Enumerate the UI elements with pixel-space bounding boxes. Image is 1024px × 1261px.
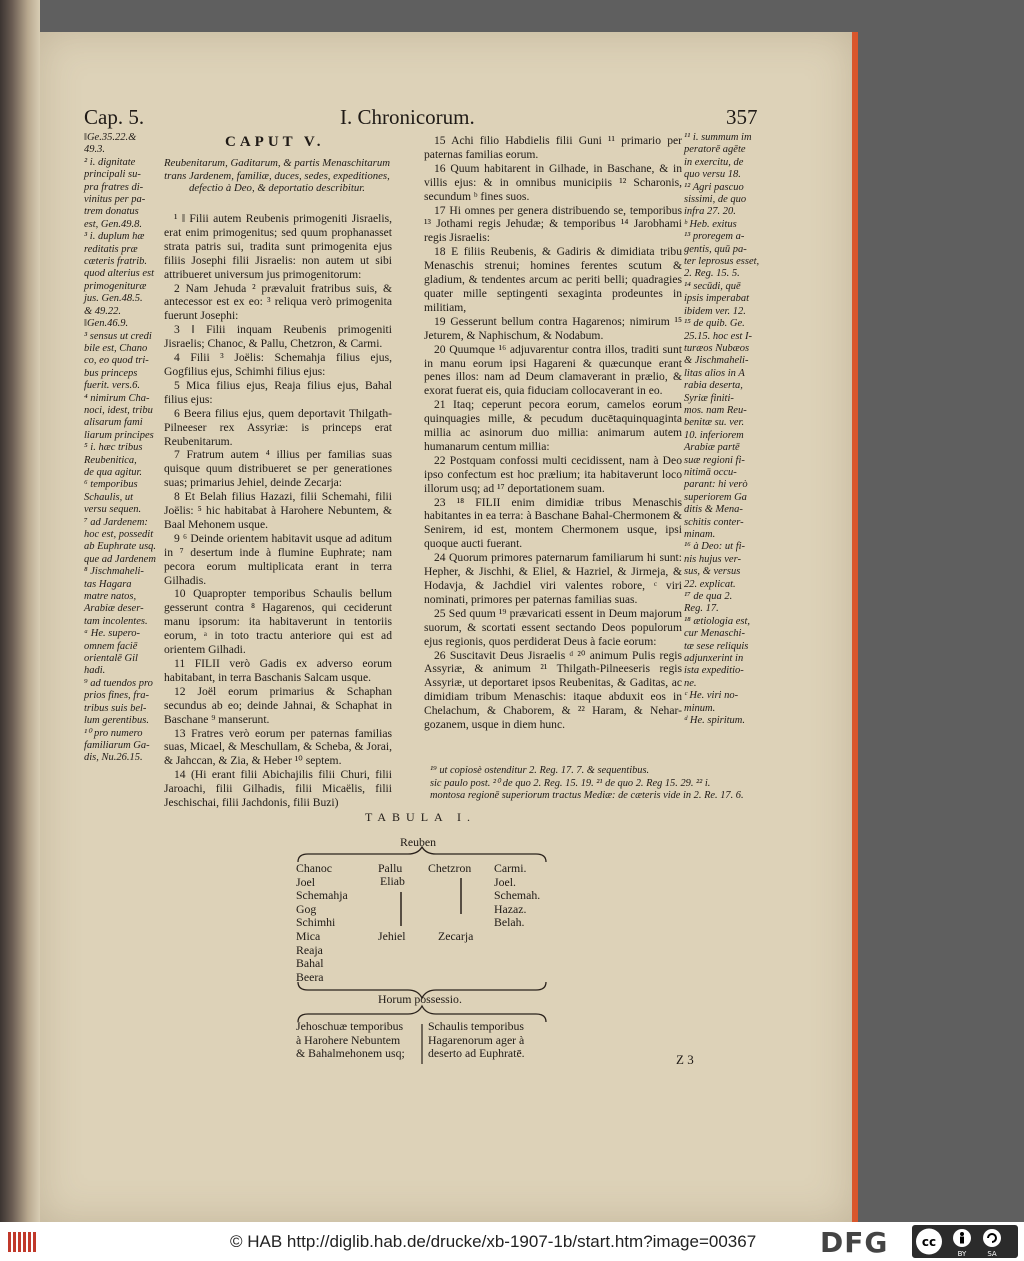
margin-note-line: 49.3. <box>84 144 105 156</box>
margin-note-line: Arabiæ deser- <box>84 603 144 615</box>
tabula-name: Carmi. <box>494 861 527 875</box>
header-page-number: 357 <box>726 105 758 129</box>
margin-note-line: liarum principes <box>84 429 154 441</box>
verse-paragraph: 24 Quorum primores paternarum familiarum hi sunt: Hepher, & Jischhi, & Eliel, & Hazriel, & Jirmeja, & Hodavja, & Jachdiel viri valentes robore, ᶜ viri nominati, primores per paternas familias suas. <box>424 551 682 606</box>
footer-bar <box>0 1222 1024 1261</box>
margin-note-line: schitis conter- <box>684 516 744 528</box>
verse-paragraph: 26 Suscitavit Deus Jisraelis ᵈ ²⁰ animum Pulis regis Assyriæ, & animum ²¹ Thilgath-Pilneeseris regis Assyriæ, ut deportaret ipsos Reubenitas, & Gaditas, ac dimidiam tribum Menaschis: itaque abduxit eos in Chelachum, & Chaborem, & ²² Haram, & Nehar-gozanem, usque in diem hunc. <box>424 648 682 732</box>
tabula-name: Schemahja <box>296 888 348 903</box>
tabula-possession-left <box>296 1020 422 1061</box>
verse-paragraph: 11 FILII verò Gadis ex adverso eorum habitabant, in terra Baschanis Salcam usque. <box>164 657 392 684</box>
margin-note-line: de qua agitur. <box>84 466 143 478</box>
tabula-name: Schemah. <box>494 888 541 903</box>
verse-paragraph: 13 Fratres verò eorum per paternas familias suas, Micael, & Meschullam, & Scheba, & Jorai, & Jahccan, & Zia, & Heber ¹⁰ septem. <box>164 726 392 768</box>
margin-note-line: infra 27. 20. <box>684 206 736 218</box>
tabula-possession-right <box>428 1020 558 1061</box>
tabula-name: Joel <box>296 874 316 889</box>
margin-note-line: mos. nam Reu- <box>684 404 747 416</box>
margin-note-line: tam incolentes. <box>84 615 148 627</box>
margin-note-line: Schaulis, ut <box>84 491 133 503</box>
margin-note-line: turæos Nubæos <box>684 342 750 354</box>
margin-note-line: pra fratres di- <box>84 181 144 193</box>
margin-note-line: cæteris fratrib. <box>84 256 148 268</box>
margin-note-line: principali su- <box>84 169 141 181</box>
margin-note-line: sus, & versus <box>684 566 741 578</box>
margin-note-line: ³ i. duplum hæ <box>84 231 145 243</box>
copyright-link[interactable]: © HAB http://diglib.hab.de/drucke/xb-1907-1b/start.htm?image=00367 <box>230 1232 757 1251</box>
verse-paragraph: 22 Postquam confossi multi cecidissent, nam à Deo ipso confectum est hoc prælium; ita habitaverunt loco illorum usq; ad ¹⁷ deportationem suam. <box>424 453 682 495</box>
verse-paragraph: 15 Achi filio Habdielis filii Guni ¹¹ primario per paternas familias eorum. <box>424 134 682 161</box>
margin-note-line: suæ regioni fi- <box>684 454 745 466</box>
margin-note-line: lum gerentibus. <box>84 715 149 727</box>
margin-note-line: ter leprosus esset, <box>684 256 760 268</box>
margin-note-line: sissimi, de quo <box>684 194 747 206</box>
margin-note-line: peratorē agēte <box>684 144 746 156</box>
margin-note-line: alisarum fami <box>84 417 143 429</box>
margin-note-line: ¹⁵ de quib. Ge. <box>684 318 745 330</box>
verse-paragraph: 17 Hi omnes per genera distribuendo se, temporibus ¹³ Jothami regis Jehudæ; & temporibus ¹⁴ Jarobhami regis Jisraelis: <box>424 203 682 245</box>
tabula-pallu: Pallu <box>378 861 403 875</box>
verse-paragraph: 4 Filii ³ Joëlis: Schemahja filius ejus, Gogfilius ejus, Schimhi filius ejus: <box>164 351 392 378</box>
margin-note-line: dis, Nu.26.15. <box>84 752 143 764</box>
dfg-logo: DFG <box>820 1226 889 1259</box>
tabula-name: Schimhi <box>296 915 336 930</box>
margin-note-line: ibidem ver. 12. <box>684 305 746 317</box>
margin-note-line: ¹⁰ pro numero <box>84 727 143 739</box>
margin-note-line: nitimā occu- <box>684 466 737 478</box>
margin-note-line: ¹⁴ secūdi, quē <box>684 280 741 292</box>
caput-heading: CAPUT V. <box>225 134 325 150</box>
tabula-possession-line: Schaulis temporibus <box>428 1019 525 1033</box>
tabula-carmi-column <box>494 862 540 930</box>
footnote-line: sic paulo post. ²⁰ de quo 2. Reg. 15. 19. ²¹ de quo 2. Reg 15. 29. ²² i. <box>430 777 711 789</box>
tabula-possessio: Horum possessio. <box>378 992 462 1006</box>
margin-note-line: ᶜ He. viri no- <box>684 690 739 702</box>
creative-commons-icon <box>912 1225 1018 1258</box>
margin-note-line: ¹³ proregem a- <box>684 231 745 243</box>
footnote-line: ¹⁹ ut copiosè ostenditur 2. Reg. 17. 7. & sequentibus. <box>430 765 650 776</box>
cc-sa-label: SA <box>987 1250 997 1258</box>
tabula-possession-line: à Harohere Nebuntem <box>296 1032 401 1047</box>
verse-paragraph: 6 Beera filius ejus, quem deportavit Thilgath-Pilneeser rex Assyriæ: is princeps erat Reubenitarum. <box>164 406 392 448</box>
margin-note-line: benitæ su. ver. <box>684 417 745 429</box>
margin-note-line: tas Hagara <box>84 578 132 590</box>
book-spine-edge <box>0 0 40 1222</box>
margin-note-line: & 49.22. <box>84 305 122 317</box>
margin-note-line: co, eo quod tri- <box>84 355 149 367</box>
verse-paragraph: 7 Fratrum autem ⁴ illius per familias suas quisque quum distribueret se per generationes suas; primarius Jehiel, deinde Zecarja: <box>164 448 392 490</box>
margin-note-line: hadi. <box>84 665 106 677</box>
verse-paragraph: 21 Itaq; ceperunt pecora eorum, camelos eorum quinquagies mille, & pecudum ducētaquinquaginta millia ac asinorum duo millia: animarum autem humanarum centum millia: <box>424 398 682 453</box>
margin-note-line: primogenituræ <box>84 280 147 292</box>
margin-note-line: ista expeditio- <box>684 665 744 677</box>
tabula-name: Reaja <box>296 942 323 957</box>
margin-note-line: familiarum Ga- <box>84 739 150 751</box>
verse-paragraph: 8 Et Belah filius Hazazi, filii Schemahi, filii Joëlis: ⁵ hic habitabat à Harohere Nebuntem, & Baal Mehonem usque. <box>164 490 392 531</box>
tabula-eliab: Eliab <box>380 874 405 888</box>
margin-note-line: vinitus per pa- <box>84 194 146 206</box>
margin-note-line: in exercitu, de <box>684 156 744 168</box>
tabula-name: Bahal <box>296 956 324 971</box>
margin-note-line: ᵈ He. spiritum. <box>684 715 746 727</box>
page-edge-red <box>852 32 858 1222</box>
verse-paragraph: 14 (Hi erant filii Abichajilis filii Churi, filii Jaroachi, filii Gilhadis, filii Micaëlis, filii Jeschischai, filii Jachdonis, filii Buzi) <box>164 768 392 810</box>
margin-note-line: ¹⁷ de qua 2. <box>684 591 733 603</box>
margin-note-line: rabia deserta, <box>684 380 743 392</box>
cc-by-label: BY <box>957 1250 967 1258</box>
verse-paragraph: 19 Gesserunt bellum contra Hagarenos; nimirum ¹⁵ Jeturem, & Naphischum, & Nodabum. <box>424 314 682 342</box>
margin-note-line: nis hujus ver- <box>684 553 741 565</box>
margin-note-line: cur Menaschi- <box>684 628 745 640</box>
verse-paragraph: 9 ⁶ Deinde orientem habitavit usque ad aditum in ⁷ desertum inde à flumine Euphrate; nam pecora eorum multiplicata erant in terra Gilhadis. <box>164 531 392 587</box>
margin-note-line: ᵇ Heb. exitus <box>684 218 737 230</box>
tabula-title: TABULA I. <box>365 810 477 824</box>
margin-note-line: adjunxerint in <box>684 653 744 665</box>
margin-note-line: minum. <box>684 702 716 714</box>
margin-note-line: que ad Jardenem <box>84 553 156 565</box>
margin-note-line: ‖Ge.35.22.& <box>84 132 137 143</box>
margin-note-line: ¹² Agri pascuo <box>684 181 744 193</box>
verse-paragraph: 16 Quum habitarent in Gilhade, in Baschane, & in villis ejus: & in omnibus municipiis ¹² Scharonis, secundum ᵇ fines suos. <box>424 161 682 203</box>
margin-note-line: ‖Gen.46.9. <box>84 318 129 330</box>
verse-paragraph: 5 Mica filius ejus, Reaja filius ejus, Bahal filius ejus: <box>164 378 392 406</box>
margin-note-line: versu sequen. <box>84 504 142 516</box>
svg-text:cc: cc <box>921 1235 937 1249</box>
verse-paragraph: ¹ ‖ Filii autem Reubenis primogeniti Jisraelis, erat enim primogenitus; sed quum prophanasset strata patris sui, tradita sunt primogenita ejus filiis Josephi filii Jisraelis: non autem ut sibi attribueret universum jus primogenitorum: <box>164 212 392 281</box>
margin-note-line: reditatis præ <box>84 243 138 255</box>
margin-note-line: ¹⁸ ætiologia est, <box>684 615 751 627</box>
margin-note-line: ⁶ temporibus <box>84 479 138 491</box>
margin-note-line: quod alterius est <box>84 268 154 280</box>
margin-note-line: trem donatus <box>84 206 139 218</box>
margin-note-line: 25.15. hoc est I- <box>684 330 752 342</box>
margin-note-line: ne. <box>684 677 697 689</box>
margin-note-line: Syriæ finiti- <box>684 392 734 404</box>
margin-note-line: jus. Gen.48.5. <box>84 293 143 305</box>
tabula-possession-line: Hagarenorum ager à <box>428 1032 525 1047</box>
verse-paragraph: 23 ¹⁸ FILII enim dimidiæ tribus Menaschis habitantes in ea terra: à Baschane Bahal-Chermonem & Senirem, id est, montem Chermonem usque, ipsi quoque aucti fuerant. <box>424 495 682 551</box>
margin-note-line: est, Gen.49.8. <box>84 218 143 230</box>
margin-note-line: noci, idest, tribu <box>84 404 153 416</box>
margin-note-line: quo versu 18. <box>684 169 741 181</box>
margin-note-line: 22. explicat. <box>684 578 736 590</box>
margin-note-line: litas alios in A <box>684 367 745 379</box>
margin-note-line: Reubenitica, <box>84 454 137 466</box>
tabula-name: Chanoc <box>296 861 333 875</box>
tabula-name: Hazaz. <box>494 901 527 916</box>
margin-note-line: ⁴ nimirum Cha- <box>84 392 150 404</box>
margin-note-line: prios fines, fra- <box>84 690 150 702</box>
tabula-chetzron: Chetzron <box>428 861 472 875</box>
margin-note-line: 2. Reg. 15. 5. <box>684 268 740 280</box>
margin-note-line: gentis, quū pa- <box>684 243 747 255</box>
tabula-name: Gog <box>296 901 317 916</box>
margin-note-line: ⁸ Jischmaheli- <box>84 566 144 578</box>
tabula-jehiel: Jehiel <box>378 929 406 943</box>
margin-note-line: tæ sese reliquis <box>684 640 749 652</box>
margin-note-line: ditis & Mena- <box>684 504 743 516</box>
margin-note-line: ² i. dignitate <box>84 156 136 168</box>
tabula-name: Beera <box>296 969 324 984</box>
margin-note-line: ⁵ i. hæc tribus <box>84 442 143 454</box>
verse-paragraph: 20 Quumque ¹⁶ adjuvarentur contra illos, traditi sunt in manu eorum ipsi Hagareni & quæcunque erant penes illos: nam ad Deum clamaverant in prælio, & exorat fuerat eis, quia fiduciam collocaverant in eo. <box>424 342 682 398</box>
chapter-summary: Reubenitarum, Gaditarum, & partis Menaschitarum trans Jardenem, familiæ, duces, sedes, expeditiones, defectio à Deo, & deportatio describitur. <box>163 157 391 195</box>
margin-note-line: Arabiæ partē <box>684 442 740 454</box>
verse-paragraph: 2 Nam Jehuda ² prævaluit fratribus suis, & antecessor est ex eo: ³ reliqua verò primogenita fuerunt Josephi: <box>164 281 392 323</box>
book-page <box>40 32 852 1222</box>
hab-logo-icon <box>6 1228 40 1256</box>
margin-note-line: parant: hi verò <box>684 479 748 491</box>
margin-note-line: minam. <box>684 529 716 540</box>
verse-paragraph: 10 Quapropter temporibus Schaulis bellum gesserunt contra ⁸ Hagarenos, qui ceciderunt manu ipsorum: ita habitaverunt in tentoriis eorum, ᵃ in toto tractu anteriore qui est ad orientem Gilhadi. <box>164 587 392 657</box>
tabula-possession-line: & Bahalmehonem usq; <box>296 1046 405 1061</box>
verse-paragraph: 3 ‖ Filii inquam Reubenis primogeniti Jisraelis; Chanoc, & Pallu, Chetzron, & Carmi. <box>164 323 392 351</box>
margin-note-line: orientalē Gil <box>84 653 138 665</box>
verse-paragraph: 12 Joël eorum primarius & Schaphan secundus ab eo; deinde Jahnai, & Schaphat in Baschane ⁹ manserunt. <box>164 684 392 726</box>
margin-note-line: ⁹ ad tuendos pro <box>84 677 153 689</box>
margin-note-line: ab Euphrate usq. <box>84 541 157 553</box>
margin-note-line: ᵃ He. supero- <box>84 628 140 640</box>
tabula-root: Reuben <box>400 835 437 849</box>
margin-note-line: superiorem Ga <box>684 491 747 503</box>
margin-note-line: ⁷ ad Jardenem: <box>84 516 148 528</box>
verse-paragraph: 25 Sed quum ¹⁹ prævaricati essent in Deum majorum suorum, & scortati essent sectando Deos populorum ejus regionis, quos perdiderat Deus à facie eorum: <box>424 606 682 648</box>
verse-paragraph: 18 E filiis Reubenis, & Gadiris & dimidiata tribu Menaschis strenui; homines ferentes scutum & gladium, & tendentes arcum ac periti belli; quadragies quater mille septingenti sexaginta prodeuntes in militiam, <box>424 245 682 314</box>
margin-note-line: bile est, Chano <box>84 342 148 354</box>
header-chapter: Cap. 5. <box>84 105 145 129</box>
header-title: I. Chronicorum. <box>340 105 475 129</box>
tabula-zecarja: Zecarja <box>438 929 474 943</box>
footnote-line: montosa regionē superiorum tractus Mediæ: de cæteris vide in 2. Re. 17. 6. <box>430 790 744 802</box>
margin-note-line: bus princeps <box>84 367 138 379</box>
tabula-possession-line: deserto ad Euphratē. <box>428 1046 525 1061</box>
tabula-chanoc-column <box>296 862 348 984</box>
tabula-name: Belah. <box>494 915 525 930</box>
tabula-possession-line: Jehoschuæ temporibus <box>296 1019 404 1033</box>
margin-note-line: omnem faciē <box>84 640 138 652</box>
margin-note-line: fuerit. vers.6. <box>84 380 140 392</box>
margin-note-line: matre natos, <box>84 591 137 603</box>
margin-note-line: 10. inferiorem <box>684 429 744 441</box>
margin-note-line: ³ sensus ut credi <box>84 330 152 342</box>
tabula-name: Mica <box>296 928 321 943</box>
margin-note-line: Reg. 17. <box>684 603 719 615</box>
margin-note-line: ¹¹ i. summum im <box>684 132 752 143</box>
margin-note-line: tribus suis bel- <box>84 702 147 714</box>
signature-mark: Z 3 <box>676 1052 694 1067</box>
margin-note-line: & Jischmaheli- <box>684 355 749 367</box>
margin-note-line: ipsis imperabat <box>684 293 750 305</box>
margin-note-line: ¹⁶ à Deo: ut fi- <box>684 541 746 553</box>
margin-note-line: hoc est, possedit <box>84 529 154 540</box>
tabula-name: Joel. <box>494 874 516 889</box>
